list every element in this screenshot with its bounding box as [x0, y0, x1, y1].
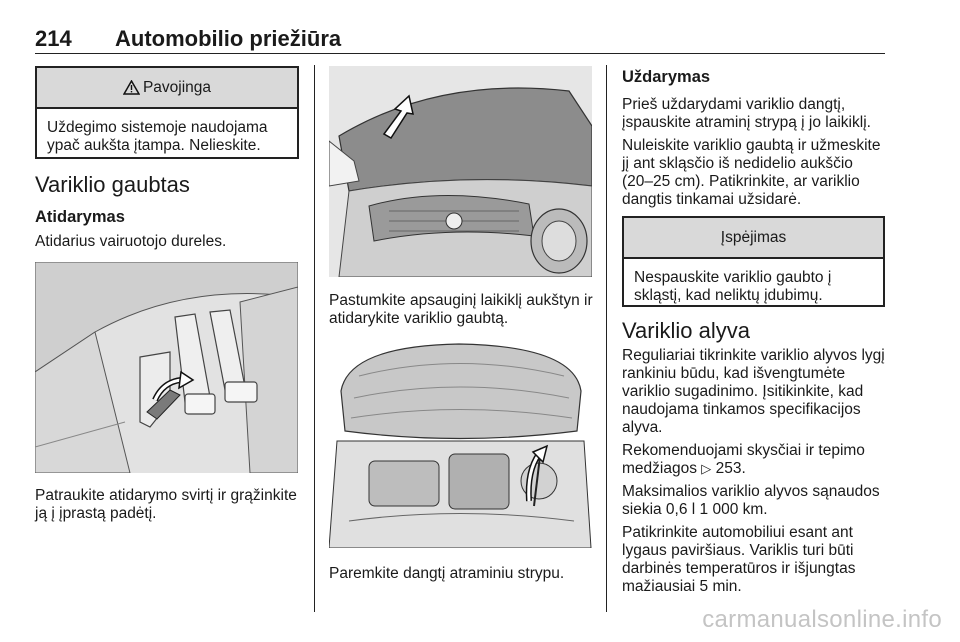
lever-drawing: [35, 262, 298, 473]
danger-box-header: [37, 68, 297, 109]
warning-box: [622, 216, 885, 307]
oil-paragraph-1: Reguliariai tikrinkite variklio alyvos lygį rankiniu būdu, kad išvengtumėte variklio sugadinimo. Įsitikinkite, kad naudojama tinkamos specifikacijos alyva.: [622, 347, 885, 436]
subsection-title-closing: Uždarymas: [622, 68, 711, 86]
page-reference-arrow-icon: ▷: [701, 461, 712, 476]
oil-paragraph-2-text: Rekomenduojami skysčiai ir tepimo medžiagos: [622, 442, 865, 477]
column-divider-2: [606, 65, 607, 612]
page-title: Automobilio priežiūra: [115, 26, 342, 51]
danger-box-text: Uždegimo sistemoje naudojama ypač aukšta įtampa. Nelieskite.: [47, 119, 268, 154]
danger-box: [35, 66, 299, 159]
section-title-engine-oil: Variklio alyva: [622, 318, 750, 343]
closing-paragraph-1: Prieš uždarydami variklio dangtį, įspauskite atraminį strypą į jo laikiklį.: [622, 96, 871, 131]
column-divider-1: [314, 65, 315, 612]
opening-intro: Atidarius vairuotojo dureles.: [35, 233, 227, 250]
closing-paragraph-2: Nuleiskite variklio gaubtą ir užmeskite jį ant skląsčio iš nedidelio aukščio (20–25 cm). Patikrinkite, ar variklio dangtis tinkamai užsidarė.: [622, 137, 881, 208]
section-title-hood: Variklio gaubtas: [35, 172, 190, 197]
warning-box-text: Nespauskite variklio gaubto į skląstį, kad neliktų įdubimų.: [634, 269, 832, 304]
subsection-title-opening: Atidarymas: [35, 208, 125, 226]
support-rod-caption: Paremkite dangtį atraminiu strypu.: [329, 565, 565, 582]
warning-box-heading: Įspėjimas: [720, 228, 787, 246]
hood-latch-illustration: [329, 66, 592, 277]
hood-front-drawing: [329, 66, 592, 277]
page-reference-link[interactable]: 253.: [715, 460, 746, 477]
watermark: carmanualsonline.info: [702, 606, 942, 633]
warning-triangle-icon: [123, 80, 140, 95]
lever-caption: Patraukite atidarymo svirtį ir grąžinkite ją į įprastą padėtį.: [35, 487, 297, 522]
engine-bay-drawing: [329, 336, 592, 548]
hood-release-lever-illustration: [35, 262, 298, 473]
oil-paragraph-4: Patikrinkite automobiliui esant ant lygaus paviršiaus. Variklis turi būti darbinės temperatūros ir išjungtas mažiausiai 5 min.: [622, 524, 856, 595]
danger-box-heading: Pavojinga: [142, 78, 212, 96]
warning-box-header: [624, 218, 883, 259]
oil-paragraph-3: Maksimalios variklio alyvos sąnaudos siekia 0,6 l 1 000 km.: [622, 483, 880, 518]
latch-caption: Pastumkite apsauginį laikiklį aukštyn ir atidarykite variklio gaubtą.: [329, 292, 593, 327]
header-rule: [35, 53, 885, 54]
support-rod-illustration: [329, 336, 592, 548]
page-number: 214: [35, 26, 72, 51]
oil-paragraph-2: [622, 442, 887, 478]
